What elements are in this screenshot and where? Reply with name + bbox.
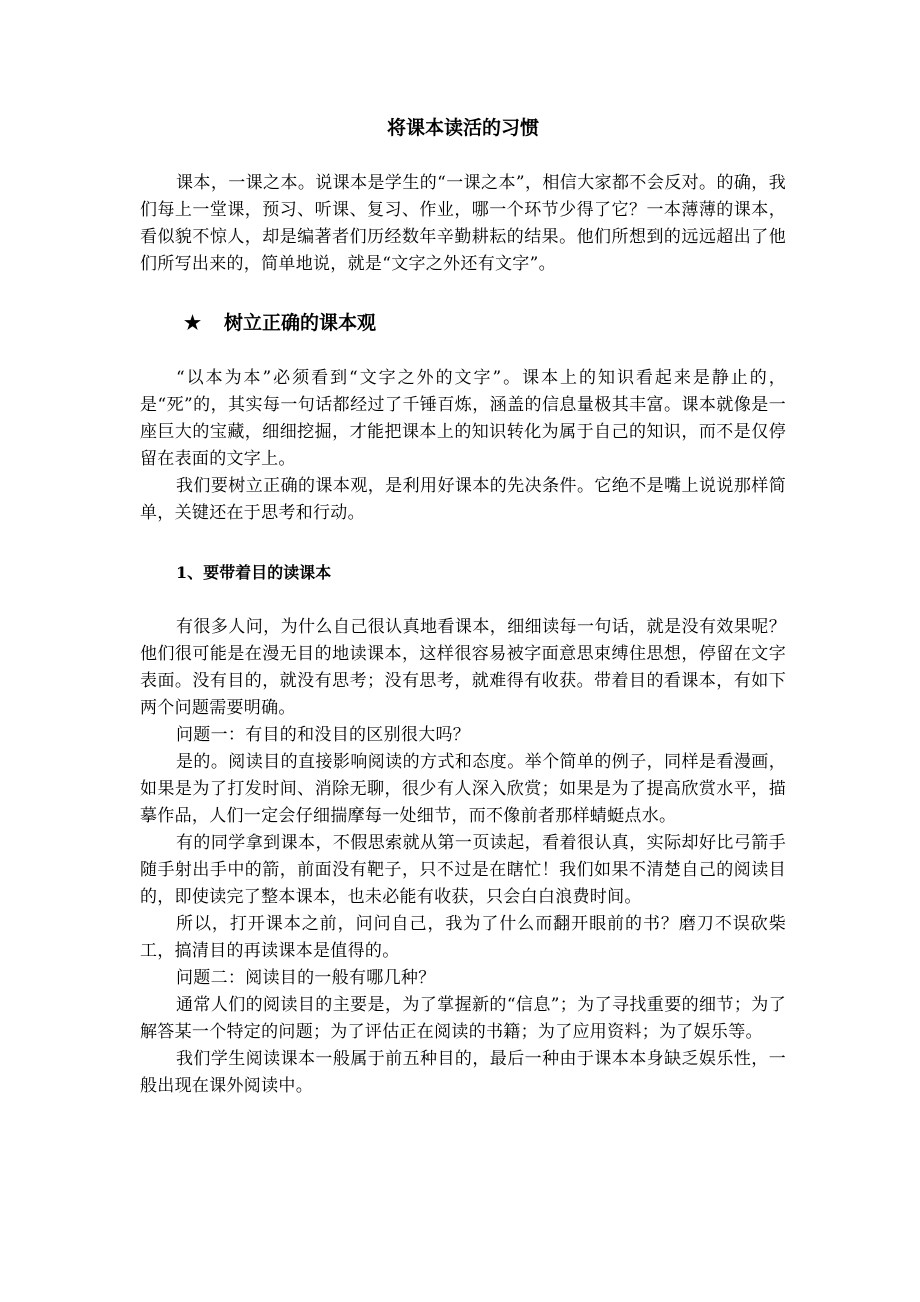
section-heading xyxy=(184,310,376,336)
question-line: 问题二：阅读目的一般有哪几种？ xyxy=(176,968,436,988)
subsection-paragraph: 是的。阅读目的直接影响阅读的方式和态度。举个简单的例子，同样是看漫画，如果是为了打发时间、消除无聊，很少有人深入欣赏；如果是为了提高欣赏水平，描摹作品，人们一定会仔细揣摩每一处细节，而不像前者那样蜻蜓点水。 xyxy=(140,752,786,826)
subsection-paragraph: 有的同学拿到课本，不假思索就从第一页读起，看着很认真，实际却好比弓箭手随手射出手中的箭，前面没有靶子，只不过是在瞎忙！我们如果不清楚自己的阅读目的，即使读完了整本课本，也未必能有收获，只会白白浪费时间。 xyxy=(140,833,786,907)
star-icon: ★ xyxy=(184,312,202,334)
subsection-heading: 1、要带着目的读课本 xyxy=(176,563,332,582)
section1-paragraph: 我们要树立正确的课本观，是利用好课本的先决条件。它绝不是嘴上说说那样简单，关键还在于思考和行动。 xyxy=(140,476,786,523)
subsection-paragraph: 所以，打开课本之前，问问自己，我为了什么而翻开眼前的书？磨刀不误砍柴工，搞清目的再读课本是值得的。 xyxy=(140,914,786,961)
subsection-paragraph: 有很多人问，为什么自己很认真地看课本，细细读每一句话，就是没有效果呢？他们很可能是在漫无目的地读课本，这样很容易被字面意思束缚住思想，停留在文字表面。没有目的，就没有思考；没有思考，就难得有收获。带着目的看课本，有如下两个问题需要明确。 xyxy=(140,617,786,718)
document-title: 将课本读活的习惯 xyxy=(386,117,539,139)
intro-paragraph: 课本，一课之本。说课本是学生的“一课之本”，相信大家都不会反对。的确，我们每上一堂课，预习、听课、复习、作业，哪一个环节少得了它？一本薄薄的课本，看似貌不惊人，却是编著者们历经数年辛勤耕耘的结果。他们所想到的远远超出了他们所写出来的，简单地说，就是“文字之外还有文字”。 xyxy=(140,173,786,274)
intro-block xyxy=(140,170,786,278)
section1-paragraph: “以本为本”必须看到“文字之外的文字”。课本上的知识看起来是静止的，是“死”的，其实每一句话都经过了千锤百炼，涵盖的信息量极其丰富。课本就像是一座巨大的宝藏，细细挖掘，才能把课本上的知识转化为属于自己的知识，而不是仅停留在表面的文字上。 xyxy=(140,368,786,469)
section-heading-text: 树立正确的课本观 xyxy=(224,312,377,334)
document-page xyxy=(140,0,786,1302)
question-line: 问题一：有目的和没目的区别很大吗？ xyxy=(176,725,471,745)
subsection-paragraph: 我们学生阅读课本一般属于前五种目的，最后一种由于课本本身缺乏娱乐性，一般出现在课外阅读中。 xyxy=(140,1049,786,1096)
section1-body xyxy=(140,365,786,527)
subsection1-body xyxy=(140,614,786,1100)
subsection-paragraph: 通常人们的阅读目的主要是，为了掌握新的“信息”；为了寻找重要的细节；为了解答某一个特定的问题；为了评估正在阅读的书籍；为了应用资料；为了娱乐等。 xyxy=(140,995,786,1042)
